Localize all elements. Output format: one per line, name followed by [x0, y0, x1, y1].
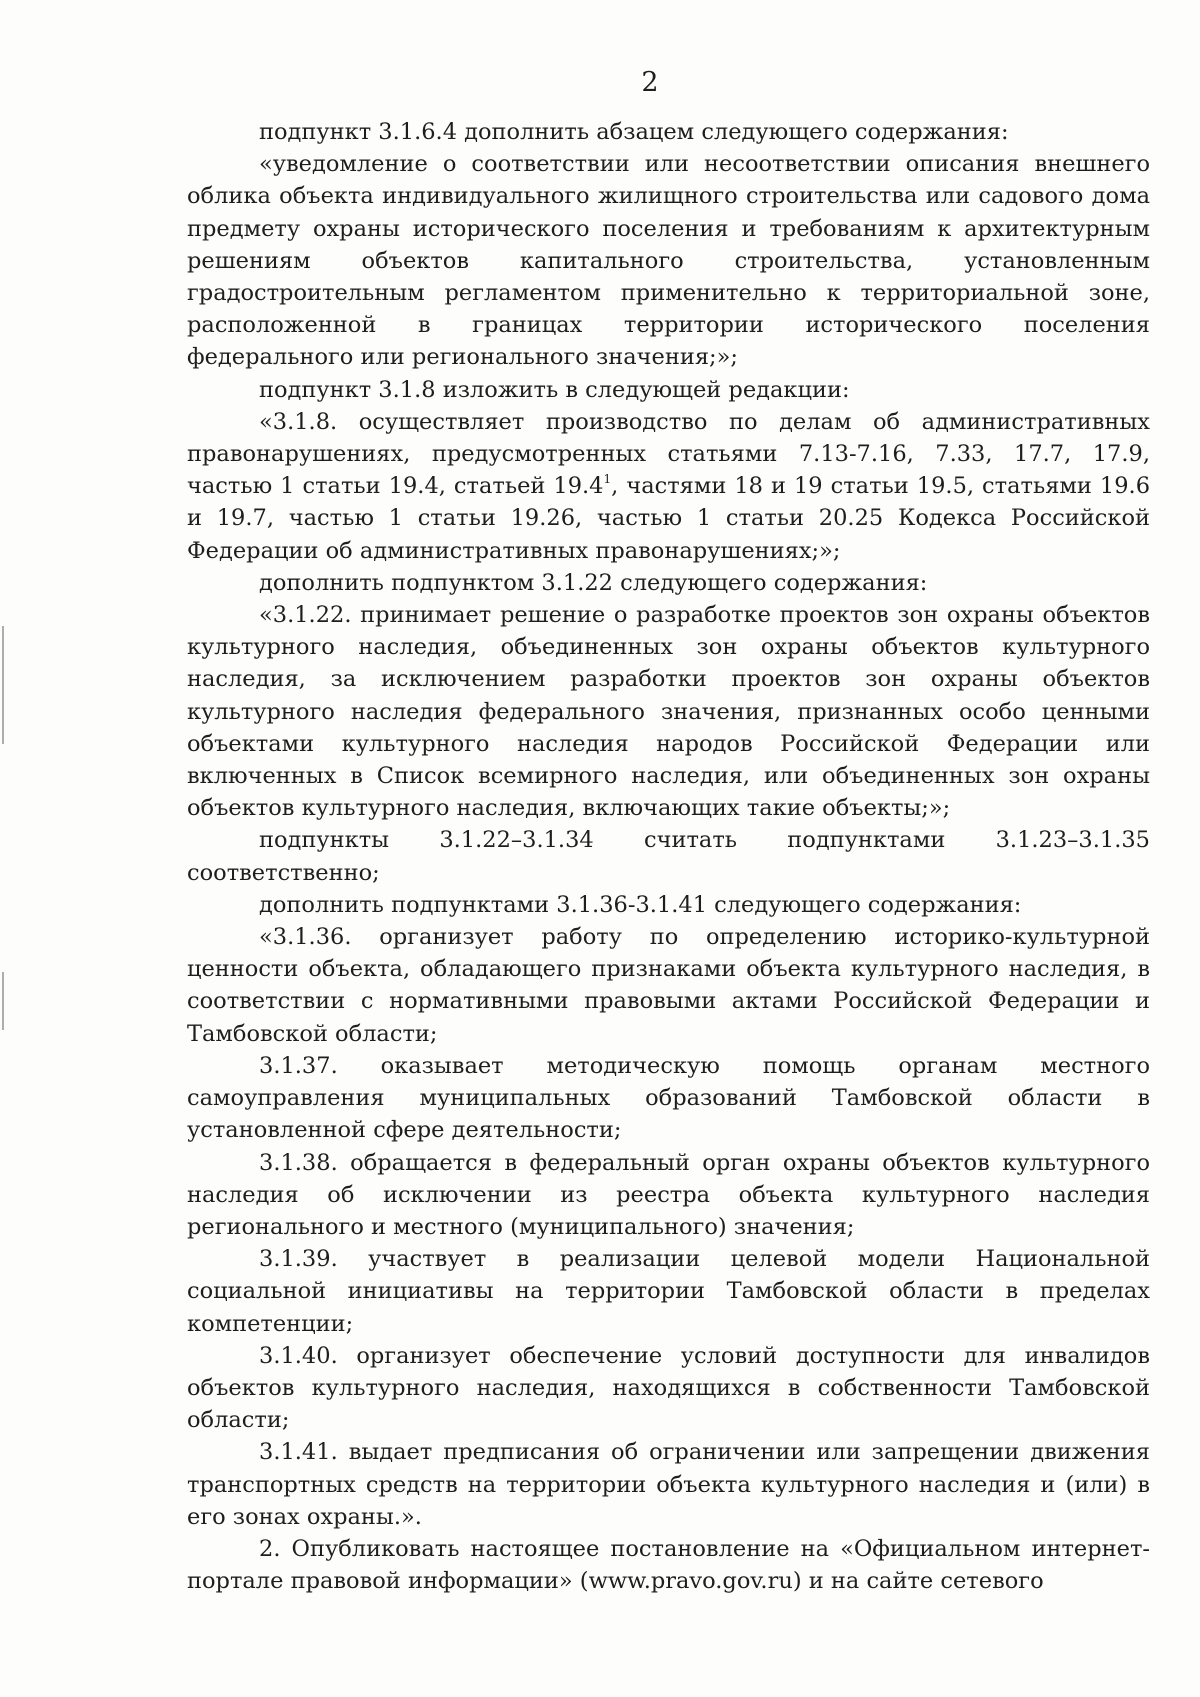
- scan-margin-mark: [2, 972, 4, 1030]
- paragraph: 3.1.38. обращается в федеральный орган охраны объектов культурного наследия об исключении из реестра объекта культурного наследия регионального и местного (муниципального) значения;: [187, 1149, 1150, 1240]
- paragraph: 3.1.37. оказывает методическую помощь органам местного самоуправления муниципальных образований Тамбовской области в установленной сфере деятельности;: [187, 1052, 1150, 1144]
- superscript: 1: [603, 472, 612, 487]
- paragraph: «3.1.36. организует работу по определению историко-культурной ценности объекта, обладающего признаками объекта культурного наследия, в соответствии с нормативными правовыми актами Российской Федерации и Тамбовской области;: [187, 924, 1150, 1047]
- paragraph: 3.1.40. организует обеспечение условий доступности для инвалидов объектов культурного наследия, находящихся в собственности Тамбовской области;: [187, 1342, 1150, 1434]
- paragraph: подпункт 3.1.8 изложить в следующей редакции:: [259, 376, 850, 403]
- paragraph: 2. Опубликовать настоящее постановление на «Официальном интернет-портале правовой информации» (www.pravo.gov.ru) и на сайте сетевого: [187, 1535, 1150, 1595]
- page-number: 2: [641, 67, 659, 98]
- paragraph: «уведомление о соответствии или несоответствии описания внешнего облика объекта индивидуального жилищного строительства или садового дома предмету охраны исторического поселения и требованиям к архитектурным решениям объектов капитального строительства, установленным градостроительным регламентом применительно к территориальной зоне, расположенной в границах территории исторического поселения федерального или регионального значения;»;: [187, 151, 1150, 371]
- paragraph: дополнить подпунктом 3.1.22 следующего содержания:: [259, 569, 928, 596]
- paragraph: 3.1.41. выдает предписания об ограничении или запрещении движения транспортных средств на территории объекта культурного наследия и (или) в его зонах охраны.».: [187, 1439, 1150, 1530]
- paragraph-text: , частями 18 и 19 статьи 19.5, статьями 19.6 и 19.7, частью 1 статьи 19.26, частью 1 статьи 20.25 Кодекса Российской Федерации об административных правонарушениях;»;: [187, 473, 1151, 564]
- paragraph: подпункты 3.1.22–3.1.34 считать подпунктами 3.1.23–3.1.35 соответственно;: [187, 827, 1150, 886]
- paragraph: [187, 406, 1150, 567]
- paragraph: «3.1.22. принимает решение о разработке проектов зон охраны объектов культурного наследия, объединенных зон охраны объектов культурного наследия, за исключением разработки проектов зон охраны объектов культурного наследия федерального значения, признанных особо ценными объектами культурного наследия народов Российской Федерации или включенных в Список всемирного наследия, или объединенных зон охраны объектов культурного наследия, включающих такие объекты;»;: [187, 602, 1150, 822]
- paragraph: дополнить подпунктами 3.1.36-3.1.41 следующего содержания:: [259, 891, 1022, 918]
- paragraph: 3.1.39. участвует в реализации целевой модели Национальной социальной инициативы на территории Тамбовской области в пределах компетенции;: [187, 1246, 1150, 1337]
- document-body: [187, 116, 1150, 1597]
- paragraph: подпункт 3.1.6.4 дополнить абзацем следующего содержания:: [259, 119, 1009, 145]
- scan-margin-mark: [2, 626, 4, 744]
- paragraph-text: «3.1.8. осуществляет производство по делам об административных правонарушениях, предусмотренных статьями 7.13-7.16, 7.33, 17.7, 17.9, частью 1 статьи 19.4, статьей 19.4: [187, 408, 1150, 500]
